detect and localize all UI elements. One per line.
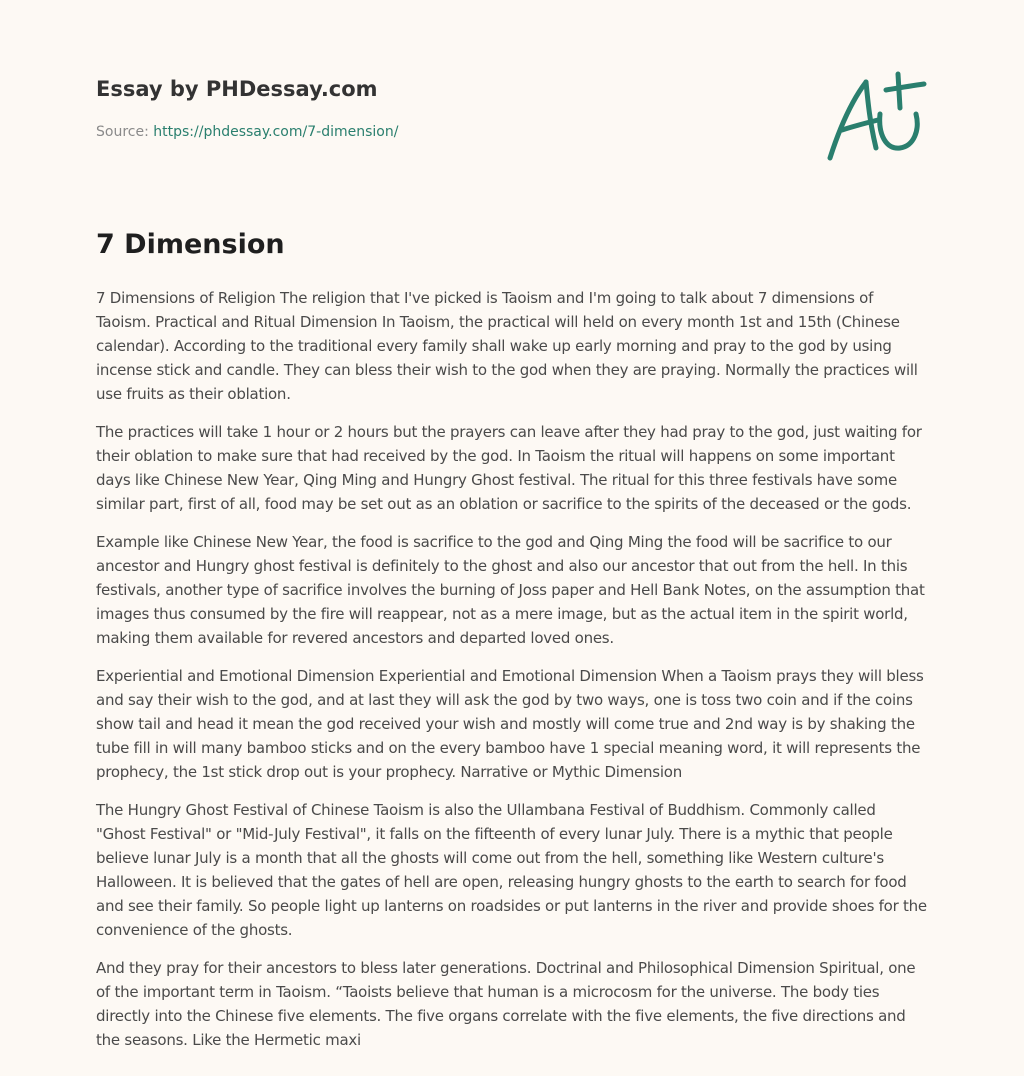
essay-article (96, 224, 928, 1066)
a-plus-logo-svg (820, 68, 930, 168)
essay-paragraph: 7 Dimensions of Religion The religion that I've picked is Taoism and I'm going to talk about 7 dimensions of Taoism. Practical and Ritual Dimension In Taoism, the practical will held on every month 1st and 15th (Chinese calendar). According to the traditional every family shall wake up early morning and pray to the god by using incense stick and candle. They can bless their wish to the god when they are praying. Normally the practices will use fruits as their oblation. (96, 289, 918, 403)
page-title: 7 Dimension (96, 229, 285, 260)
source-label: Source: (96, 124, 154, 140)
essay-paragraph: The practices will take 1 hour or 2 hours but the prayers can leave after they had pray to the god, just waiting for their oblation to make sure that had received by the god. In Taoism the ritual will happens on some important days like Chinese New Year, Qing Ming and Hungry Ghost festival. The ritual for this three festivals have some similar part, first of all, food may be set out as an oblation or sacrifice to the spirits of the deceased or the gods. (96, 423, 922, 513)
source-link[interactable]: https://phdessay.com/7-dimension/ (153, 124, 399, 140)
a-plus-logo-icon (820, 68, 930, 168)
essay-paragraph: Experiential and Emotional Dimension Experiential and Emotional Dimension When a Taoism prays they will bless and say their wish to the god, and at last they will ask the god by two ways, one is toss two coin and if the coins show tail and head it mean the god received your wish and mostly will come true and 2nd way is by shaking the tube fill in will many bamboo sticks and on the every bamboo have 1 special meaning word, it will represents the prophecy, the 1st stick drop out is your prophecy. Narrative or Mythic Dimension (96, 667, 924, 781)
essay-paragraph: And they pray for their ancestors to bless later generations. Doctrinal and Philosophical Dimension Spiritual, one of the important term in Taoism. “Taoists believe that human is a microcosm for the universe. The body ties directly into the Chinese five elements. The five organs correlate with the five elements, the five directions and the seasons. Like the Hermetic maxi (96, 959, 916, 1049)
essay-header (96, 74, 696, 142)
essay-paragraph: The Hungry Ghost Festival of Chinese Taoism is also the Ullambana Festival of Buddhism. Commonly called "Ghost Festival" or "Mid-July Festival", it falls on the fifteenth of every lunar July. There is a mythic that people believe lunar July is a month that all the ghosts will come out from the hell, something like Western culture's Halloween. It is believed that the gates of hell are open, releasing hungry ghosts to the earth to search for food and see their family. So people light up lanterns on roadsides or put lanterns in the river and provide shoes for the convenience of the ghosts. (96, 801, 927, 939)
essay-paragraph: Example like Chinese New Year, the food is sacrifice to the god and Qing Ming the food will be sacrifice to our ancestor and Hungry ghost festival is definitely to the ghost and also our ancestor that out from the hell. In this festivals, another type of sacrifice involves the burning of Joss paper and Hell Bank Notes, on the assumption that images thus consumed by the fire will reappear, not as a mere image, but as the actual item in the spirit world, making them available for revered ancestors and departed loved ones. (96, 533, 925, 647)
source-line (96, 122, 696, 142)
brand-title: Essay by PHDessay.com (96, 77, 378, 101)
